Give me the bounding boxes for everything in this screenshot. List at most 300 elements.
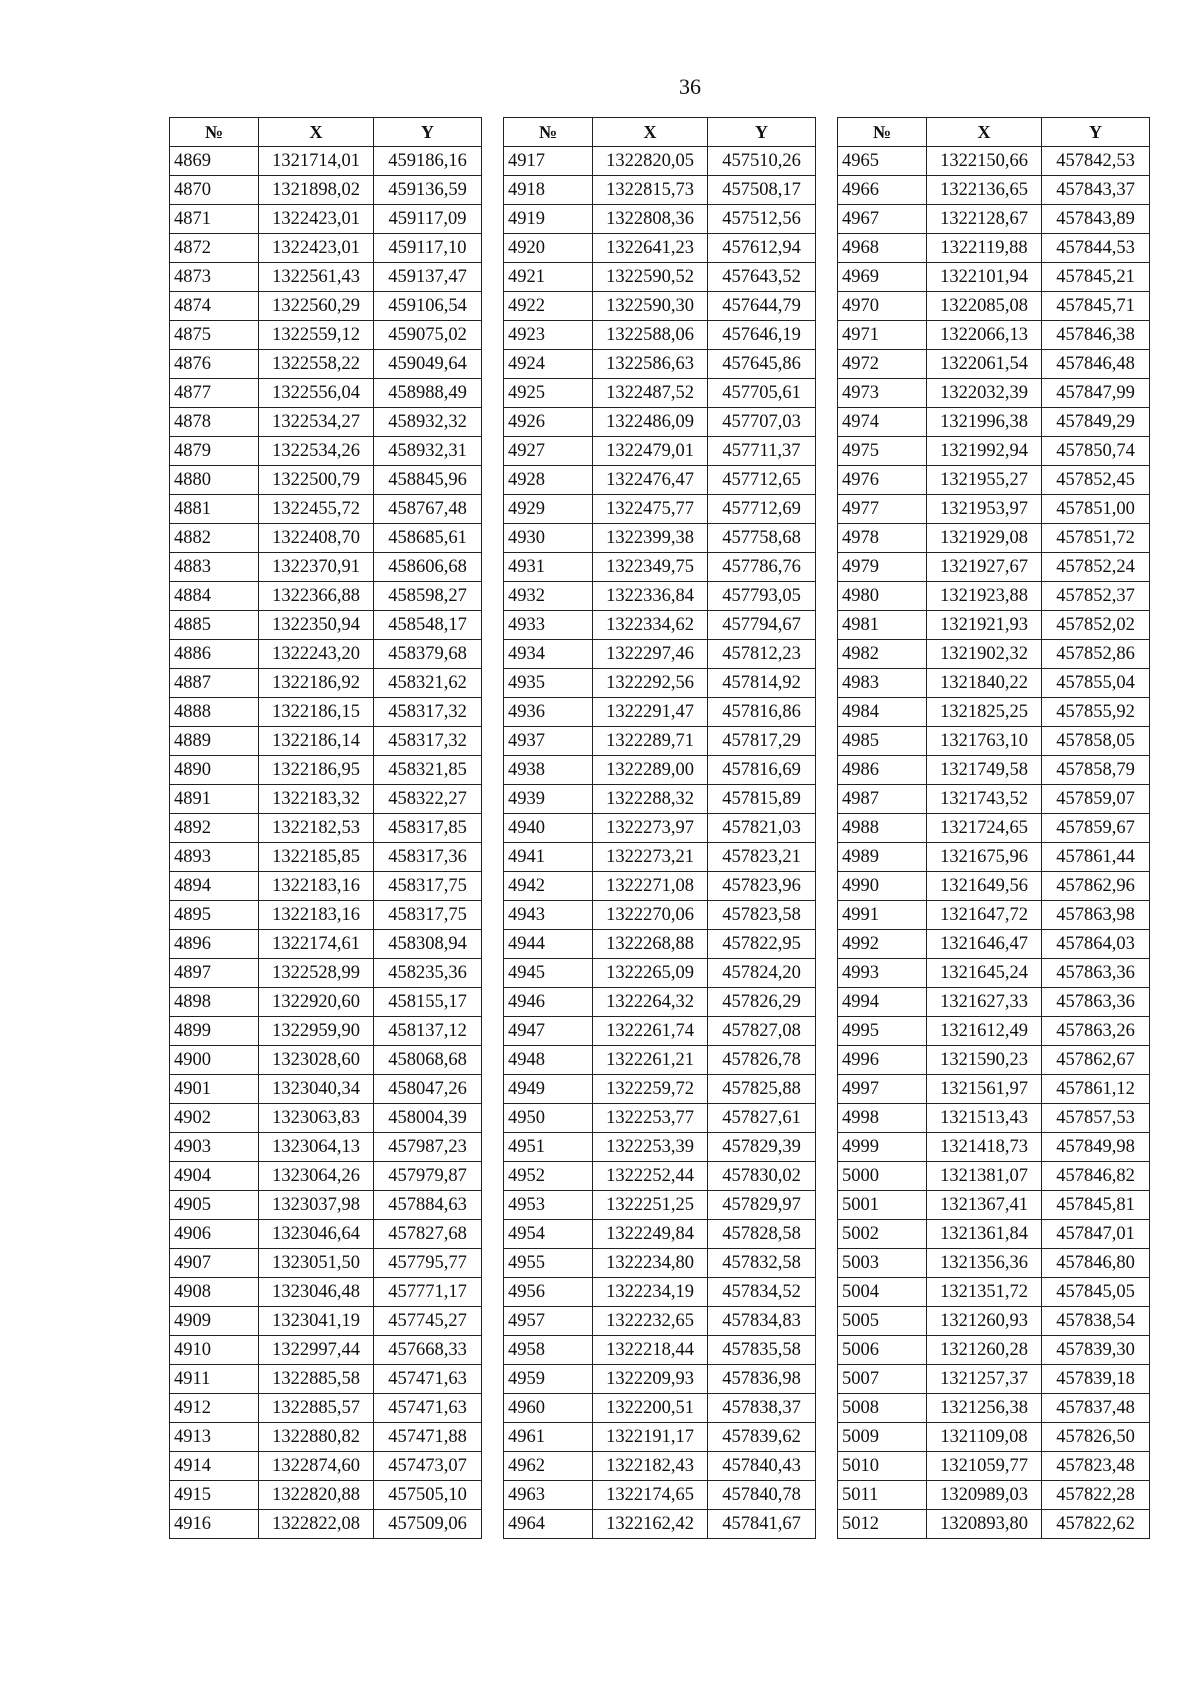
y-coordinate-cell: 457884,63	[374, 1191, 482, 1220]
point-number-cell: 4992	[838, 930, 927, 959]
y-coordinate-cell: 457822,95	[708, 930, 816, 959]
point-number-cell: 4920	[504, 234, 593, 263]
x-coordinate-cell: 1321612,49	[927, 1017, 1042, 1046]
table-row	[504, 1017, 816, 1046]
y-coordinate-cell: 457863,36	[1042, 988, 1150, 1017]
y-coordinate-cell: 457845,05	[1042, 1278, 1150, 1307]
table-row	[504, 379, 816, 408]
y-coordinate-cell: 457852,24	[1042, 553, 1150, 582]
table-row	[838, 524, 1150, 553]
y-coordinate-cell: 457855,92	[1042, 698, 1150, 727]
y-coordinate-cell: 457843,37	[1042, 176, 1150, 205]
table-row	[170, 611, 482, 640]
y-coordinate-cell: 457827,08	[708, 1017, 816, 1046]
point-number-cell: 4959	[504, 1365, 593, 1394]
x-coordinate-cell: 1322066,13	[927, 321, 1042, 350]
y-coordinate-cell: 457471,63	[374, 1365, 482, 1394]
y-coordinate-cell: 457863,98	[1042, 901, 1150, 930]
table-row	[504, 582, 816, 611]
y-coordinate-cell: 458317,32	[374, 727, 482, 756]
point-number-cell: 4934	[504, 640, 593, 669]
header-y: Y	[708, 118, 816, 147]
point-number-cell: 4910	[170, 1336, 259, 1365]
y-coordinate-cell: 457840,43	[708, 1452, 816, 1481]
x-coordinate-cell: 1322174,65	[593, 1481, 708, 1510]
table-row	[504, 930, 816, 959]
y-coordinate-cell: 457668,33	[374, 1336, 482, 1365]
table-row	[838, 1249, 1150, 1278]
header-x: X	[259, 118, 374, 147]
table-body	[170, 147, 482, 1539]
table-row	[838, 437, 1150, 466]
y-coordinate-cell: 457839,18	[1042, 1365, 1150, 1394]
y-coordinate-cell: 457837,48	[1042, 1394, 1150, 1423]
table-row	[504, 466, 816, 495]
point-number-cell: 4960	[504, 1394, 593, 1423]
x-coordinate-cell: 1321927,67	[927, 553, 1042, 582]
table-row	[504, 147, 816, 176]
table-row	[504, 1336, 816, 1365]
point-number-cell: 4938	[504, 756, 593, 785]
x-coordinate-cell: 1321418,73	[927, 1133, 1042, 1162]
x-coordinate-cell: 1322150,66	[927, 147, 1042, 176]
table-row	[504, 1481, 816, 1510]
x-coordinate-cell: 1322289,00	[593, 756, 708, 785]
y-coordinate-cell: 458317,75	[374, 901, 482, 930]
table-row	[170, 1452, 482, 1481]
y-coordinate-cell: 457471,88	[374, 1423, 482, 1452]
table-row	[170, 872, 482, 901]
x-coordinate-cell: 1321763,10	[927, 727, 1042, 756]
point-number-cell: 4913	[170, 1423, 259, 1452]
x-coordinate-cell: 1322183,32	[259, 785, 374, 814]
x-coordinate-cell: 1323051,50	[259, 1249, 374, 1278]
table-row	[504, 350, 816, 379]
point-number-cell: 4897	[170, 959, 259, 988]
table-row	[170, 1278, 482, 1307]
x-coordinate-cell: 1322815,73	[593, 176, 708, 205]
x-coordinate-cell: 1322487,52	[593, 379, 708, 408]
y-coordinate-cell: 457839,62	[708, 1423, 816, 1452]
x-coordinate-cell: 1321825,25	[927, 698, 1042, 727]
point-number-cell: 4927	[504, 437, 593, 466]
point-number-cell: 4942	[504, 872, 593, 901]
y-coordinate-cell: 457858,79	[1042, 756, 1150, 785]
table-row	[838, 321, 1150, 350]
y-coordinate-cell: 458767,48	[374, 495, 482, 524]
y-coordinate-cell: 457827,61	[708, 1104, 816, 1133]
table-row	[170, 727, 482, 756]
x-coordinate-cell: 1322808,36	[593, 205, 708, 234]
x-coordinate-cell: 1322259,72	[593, 1075, 708, 1104]
table-row	[838, 698, 1150, 727]
y-coordinate-cell: 457793,05	[708, 582, 816, 611]
y-coordinate-cell: 457812,23	[708, 640, 816, 669]
table-row	[170, 1365, 482, 1394]
table-row	[170, 553, 482, 582]
y-coordinate-cell: 457814,92	[708, 669, 816, 698]
y-coordinate-cell: 458317,36	[374, 843, 482, 872]
point-number-cell: 4890	[170, 756, 259, 785]
y-coordinate-cell: 457859,07	[1042, 785, 1150, 814]
y-coordinate-cell: 458321,85	[374, 756, 482, 785]
point-number-cell: 4989	[838, 843, 927, 872]
x-coordinate-cell: 1321902,32	[927, 640, 1042, 669]
table-row	[170, 1336, 482, 1365]
table-row	[838, 379, 1150, 408]
table-row	[838, 1307, 1150, 1336]
point-number-cell: 4906	[170, 1220, 259, 1249]
y-coordinate-cell: 457852,37	[1042, 582, 1150, 611]
table-row	[504, 234, 816, 263]
table-row	[504, 1278, 816, 1307]
point-number-cell: 4986	[838, 756, 927, 785]
y-coordinate-cell: 457864,03	[1042, 930, 1150, 959]
x-coordinate-cell: 1323040,34	[259, 1075, 374, 1104]
point-number-cell: 4995	[838, 1017, 927, 1046]
x-coordinate-cell: 1322288,32	[593, 785, 708, 814]
x-coordinate-cell: 1322334,62	[593, 611, 708, 640]
point-number-cell: 5001	[838, 1191, 927, 1220]
x-coordinate-cell: 1322586,63	[593, 350, 708, 379]
table-row	[170, 408, 482, 437]
y-coordinate-cell: 457817,29	[708, 727, 816, 756]
x-coordinate-cell: 1320989,03	[927, 1481, 1042, 1510]
point-number-cell: 4883	[170, 553, 259, 582]
point-number-cell: 4961	[504, 1423, 593, 1452]
coordinates-table-2	[503, 117, 816, 1539]
y-coordinate-cell: 457645,86	[708, 350, 816, 379]
table-row	[504, 408, 816, 437]
table-row	[170, 1481, 482, 1510]
point-number-cell: 4983	[838, 669, 927, 698]
y-coordinate-cell: 457849,29	[1042, 408, 1150, 437]
point-number-cell: 4943	[504, 901, 593, 930]
x-coordinate-cell: 1322061,54	[927, 350, 1042, 379]
y-coordinate-cell: 459049,64	[374, 350, 482, 379]
y-coordinate-cell: 458988,49	[374, 379, 482, 408]
point-number-cell: 4966	[838, 176, 927, 205]
point-number-cell: 4940	[504, 814, 593, 843]
table-row	[838, 1452, 1150, 1481]
x-coordinate-cell: 1322119,88	[927, 234, 1042, 263]
header-y: Y	[374, 118, 482, 147]
point-number-cell: 4898	[170, 988, 259, 1017]
table-row	[838, 814, 1150, 843]
table-row	[504, 1046, 816, 1075]
y-coordinate-cell: 459186,16	[374, 147, 482, 176]
table-row	[170, 843, 482, 872]
y-coordinate-cell: 458322,27	[374, 785, 482, 814]
table-row	[838, 408, 1150, 437]
y-coordinate-cell: 457852,86	[1042, 640, 1150, 669]
x-coordinate-cell: 1322423,01	[259, 205, 374, 234]
y-coordinate-cell: 457849,98	[1042, 1133, 1150, 1162]
point-number-cell: 4939	[504, 785, 593, 814]
x-coordinate-cell: 1323064,26	[259, 1162, 374, 1191]
table-row	[504, 1423, 816, 1452]
point-number-cell: 4874	[170, 292, 259, 321]
x-coordinate-cell: 1321923,88	[927, 582, 1042, 611]
table-row	[838, 611, 1150, 640]
x-coordinate-cell: 1322200,51	[593, 1394, 708, 1423]
table-row	[838, 1365, 1150, 1394]
table-row	[838, 205, 1150, 234]
y-coordinate-cell: 457707,03	[708, 408, 816, 437]
y-coordinate-cell: 457712,69	[708, 495, 816, 524]
y-coordinate-cell: 457845,21	[1042, 263, 1150, 292]
table-row	[170, 350, 482, 379]
x-coordinate-cell: 1322264,32	[593, 988, 708, 1017]
x-coordinate-cell: 1322399,38	[593, 524, 708, 553]
x-coordinate-cell: 1322183,16	[259, 901, 374, 930]
x-coordinate-cell: 1322590,30	[593, 292, 708, 321]
point-number-cell: 4988	[838, 814, 927, 843]
point-number-cell: 4875	[170, 321, 259, 350]
table-row	[170, 1191, 482, 1220]
y-coordinate-cell: 457471,63	[374, 1394, 482, 1423]
point-number-cell: 4994	[838, 988, 927, 1017]
x-coordinate-cell: 1323046,64	[259, 1220, 374, 1249]
point-number-cell: 4870	[170, 176, 259, 205]
x-coordinate-cell: 1322366,88	[259, 582, 374, 611]
y-coordinate-cell: 459106,54	[374, 292, 482, 321]
y-coordinate-cell: 457846,38	[1042, 321, 1150, 350]
x-coordinate-cell: 1322959,90	[259, 1017, 374, 1046]
point-number-cell: 4878	[170, 408, 259, 437]
point-number-cell: 4922	[504, 292, 593, 321]
x-coordinate-cell: 1321646,47	[927, 930, 1042, 959]
y-coordinate-cell: 457835,58	[708, 1336, 816, 1365]
table-row	[838, 901, 1150, 930]
x-coordinate-cell: 1321260,93	[927, 1307, 1042, 1336]
x-coordinate-cell: 1321645,24	[927, 959, 1042, 988]
point-number-cell: 4944	[504, 930, 593, 959]
table-row	[170, 466, 482, 495]
point-number-cell: 4905	[170, 1191, 259, 1220]
header-x: X	[927, 118, 1042, 147]
table-row	[838, 843, 1150, 872]
point-number-cell: 4972	[838, 350, 927, 379]
x-coordinate-cell: 1322641,23	[593, 234, 708, 263]
x-coordinate-cell: 1322558,22	[259, 350, 374, 379]
point-number-cell: 4933	[504, 611, 593, 640]
x-coordinate-cell: 1322822,08	[259, 1510, 374, 1539]
y-coordinate-cell: 457823,21	[708, 843, 816, 872]
table-row	[838, 1481, 1150, 1510]
table-row	[838, 930, 1150, 959]
x-coordinate-cell: 1323064,13	[259, 1133, 374, 1162]
y-coordinate-cell: 457822,62	[1042, 1510, 1150, 1539]
table-row	[504, 524, 816, 553]
y-coordinate-cell: 457836,98	[708, 1365, 816, 1394]
table-row	[504, 292, 816, 321]
table-header	[170, 118, 482, 147]
y-coordinate-cell: 457842,53	[1042, 147, 1150, 176]
y-coordinate-cell: 457838,54	[1042, 1307, 1150, 1336]
point-number-cell: 4964	[504, 1510, 593, 1539]
y-coordinate-cell: 458317,75	[374, 872, 482, 901]
y-coordinate-cell: 457794,67	[708, 611, 816, 640]
table-row	[504, 959, 816, 988]
table-row	[838, 1220, 1150, 1249]
x-coordinate-cell: 1322336,84	[593, 582, 708, 611]
y-coordinate-cell: 458685,61	[374, 524, 482, 553]
y-coordinate-cell: 457827,68	[374, 1220, 482, 1249]
point-number-cell: 4990	[838, 872, 927, 901]
y-coordinate-cell: 457843,89	[1042, 205, 1150, 234]
x-coordinate-cell: 1321109,08	[927, 1423, 1042, 1452]
table-row	[170, 640, 482, 669]
x-coordinate-cell: 1322534,27	[259, 408, 374, 437]
x-coordinate-cell: 1322880,82	[259, 1423, 374, 1452]
table-row	[170, 1249, 482, 1278]
table-row	[838, 292, 1150, 321]
table-row	[170, 901, 482, 930]
y-coordinate-cell: 457861,12	[1042, 1075, 1150, 1104]
x-coordinate-cell: 1322186,95	[259, 756, 374, 785]
table-row	[838, 495, 1150, 524]
x-coordinate-cell: 1321953,97	[927, 495, 1042, 524]
point-number-cell: 4872	[170, 234, 259, 263]
y-coordinate-cell: 458235,36	[374, 959, 482, 988]
x-coordinate-cell: 1321675,96	[927, 843, 1042, 872]
table-body	[838, 147, 1150, 1539]
point-number-cell: 4880	[170, 466, 259, 495]
x-coordinate-cell: 1321743,52	[927, 785, 1042, 814]
table-row	[838, 1162, 1150, 1191]
y-coordinate-cell: 457826,78	[708, 1046, 816, 1075]
table-row	[170, 379, 482, 408]
x-coordinate-cell: 1322265,09	[593, 959, 708, 988]
point-number-cell: 4996	[838, 1046, 927, 1075]
header-x: X	[593, 118, 708, 147]
point-number-cell: 5010	[838, 1452, 927, 1481]
table-row	[504, 640, 816, 669]
y-coordinate-cell: 457822,28	[1042, 1481, 1150, 1510]
point-number-cell: 4908	[170, 1278, 259, 1307]
point-number-cell: 4912	[170, 1394, 259, 1423]
x-coordinate-cell: 1321840,22	[927, 669, 1042, 698]
point-number-cell: 4946	[504, 988, 593, 1017]
header-num: №	[504, 118, 593, 147]
point-number-cell: 4902	[170, 1104, 259, 1133]
x-coordinate-cell: 1321749,58	[927, 756, 1042, 785]
table-row	[504, 698, 816, 727]
table-row	[170, 263, 482, 292]
x-coordinate-cell: 1322486,09	[593, 408, 708, 437]
table-header	[838, 118, 1150, 147]
point-number-cell: 5007	[838, 1365, 927, 1394]
table-row	[170, 1510, 482, 1539]
header-row	[838, 118, 1150, 147]
point-number-cell: 4907	[170, 1249, 259, 1278]
x-coordinate-cell: 1322243,20	[259, 640, 374, 669]
x-coordinate-cell: 1322234,80	[593, 1249, 708, 1278]
x-coordinate-cell: 1322561,43	[259, 263, 374, 292]
x-coordinate-cell: 1322162,42	[593, 1510, 708, 1539]
y-coordinate-cell: 457834,83	[708, 1307, 816, 1336]
table-row	[170, 1423, 482, 1452]
y-coordinate-cell: 459136,59	[374, 176, 482, 205]
x-coordinate-cell: 1322920,60	[259, 988, 374, 1017]
y-coordinate-cell: 459117,09	[374, 205, 482, 234]
x-coordinate-cell: 1322234,19	[593, 1278, 708, 1307]
x-coordinate-cell: 1322820,88	[259, 1481, 374, 1510]
x-coordinate-cell: 1322186,14	[259, 727, 374, 756]
x-coordinate-cell: 1323041,19	[259, 1307, 374, 1336]
y-coordinate-cell: 457473,07	[374, 1452, 482, 1481]
point-number-cell: 4877	[170, 379, 259, 408]
x-coordinate-cell: 1322455,72	[259, 495, 374, 524]
header-num: №	[170, 118, 259, 147]
x-coordinate-cell: 1322556,04	[259, 379, 374, 408]
point-number-cell: 4979	[838, 553, 927, 582]
x-coordinate-cell: 1322186,92	[259, 669, 374, 698]
y-coordinate-cell: 457862,96	[1042, 872, 1150, 901]
y-coordinate-cell: 459117,10	[374, 234, 482, 263]
y-coordinate-cell: 457825,88	[708, 1075, 816, 1104]
x-coordinate-cell: 1322349,75	[593, 553, 708, 582]
x-coordinate-cell: 1322232,65	[593, 1307, 708, 1336]
table-row	[504, 785, 816, 814]
x-coordinate-cell: 1323028,60	[259, 1046, 374, 1075]
point-number-cell: 4969	[838, 263, 927, 292]
y-coordinate-cell: 458137,12	[374, 1017, 482, 1046]
point-number-cell: 4971	[838, 321, 927, 350]
x-coordinate-cell: 1322085,08	[927, 292, 1042, 321]
table-row	[504, 1510, 816, 1539]
x-coordinate-cell: 1322528,99	[259, 959, 374, 988]
table-row	[170, 988, 482, 1017]
table-row	[838, 582, 1150, 611]
point-number-cell: 4941	[504, 843, 593, 872]
table-row	[838, 785, 1150, 814]
table-row	[170, 1162, 482, 1191]
table-row	[170, 785, 482, 814]
y-coordinate-cell: 457847,01	[1042, 1220, 1150, 1249]
x-coordinate-cell: 1322136,65	[927, 176, 1042, 205]
table-row	[504, 1394, 816, 1423]
point-number-cell: 4896	[170, 930, 259, 959]
point-number-cell: 4926	[504, 408, 593, 437]
x-coordinate-cell: 1321649,56	[927, 872, 1042, 901]
point-number-cell: 4899	[170, 1017, 259, 1046]
x-coordinate-cell: 1322534,26	[259, 437, 374, 466]
point-number-cell: 4952	[504, 1162, 593, 1191]
table-row	[170, 234, 482, 263]
point-number-cell: 4956	[504, 1278, 593, 1307]
x-coordinate-cell: 1322251,25	[593, 1191, 708, 1220]
y-coordinate-cell: 458598,27	[374, 582, 482, 611]
point-number-cell: 4993	[838, 959, 927, 988]
point-number-cell: 4954	[504, 1220, 593, 1249]
x-coordinate-cell: 1321381,07	[927, 1162, 1042, 1191]
point-number-cell: 4885	[170, 611, 259, 640]
x-coordinate-cell: 1322423,01	[259, 234, 374, 263]
y-coordinate-cell: 457858,05	[1042, 727, 1150, 756]
header-num: №	[838, 118, 927, 147]
table-row	[170, 930, 482, 959]
x-coordinate-cell: 1321929,08	[927, 524, 1042, 553]
table-row	[170, 321, 482, 350]
y-coordinate-cell: 457852,02	[1042, 611, 1150, 640]
point-number-cell: 4869	[170, 147, 259, 176]
x-coordinate-cell: 1321996,38	[927, 408, 1042, 437]
x-coordinate-cell: 1321513,43	[927, 1104, 1042, 1133]
point-number-cell: 4936	[504, 698, 593, 727]
y-coordinate-cell: 457512,56	[708, 205, 816, 234]
